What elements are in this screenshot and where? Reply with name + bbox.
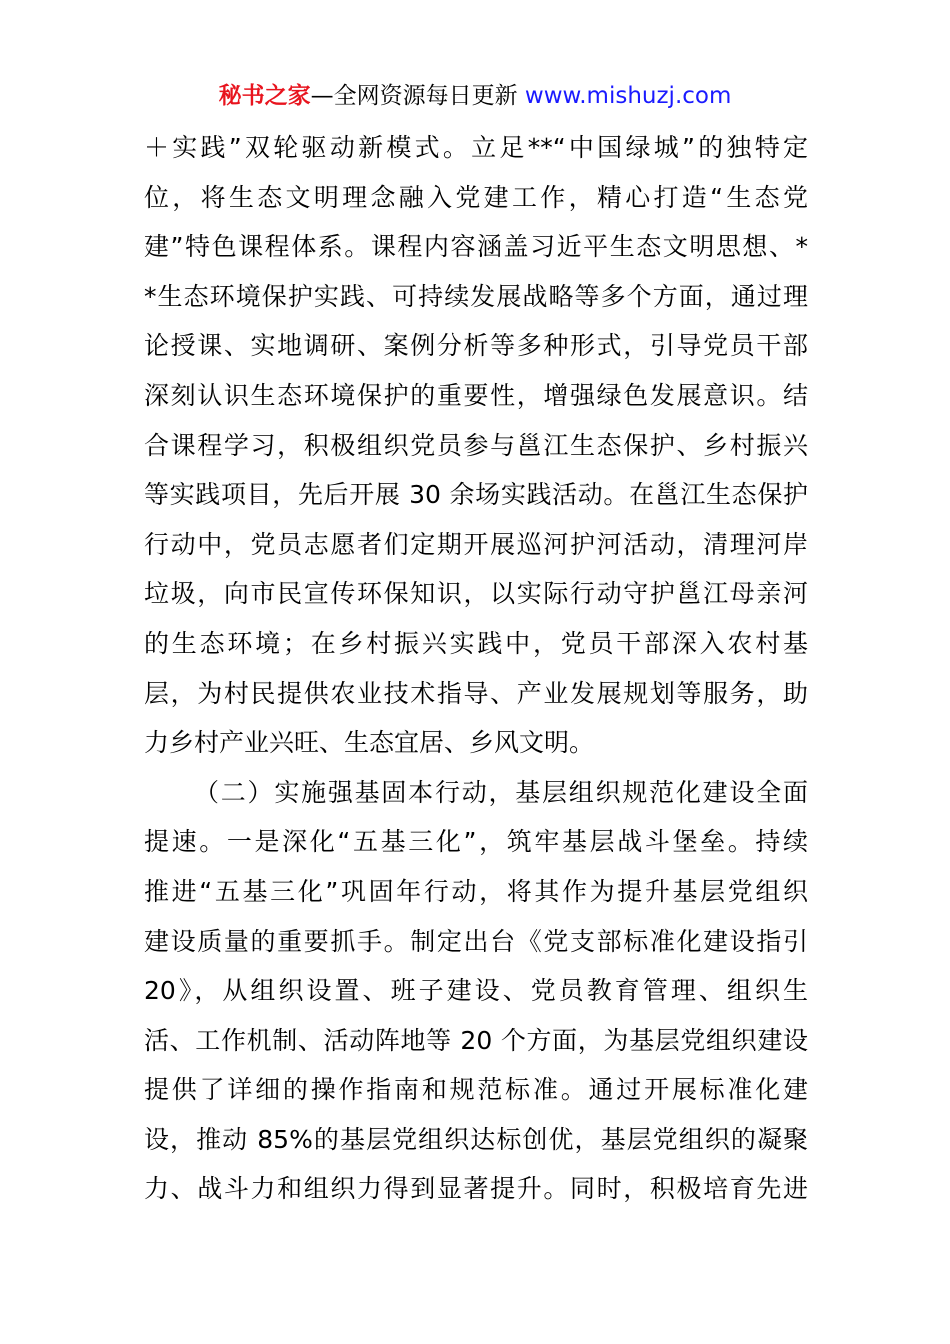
site-url-link[interactable]: www.mishuzj.com — [524, 83, 732, 109]
text-line: 等实践项目，先后开展 30 余场实践活动。在邕江生态保护 — [144, 480, 808, 510]
text-line: 设，推动 85%的基层党组织达标创优，基层党组织的凝聚 — [144, 1124, 808, 1154]
text-line: 活、工作机制、活动阵地等 20 个方面，为基层党组织建设 — [144, 1025, 808, 1055]
document-body — [144, 123, 808, 1214]
text-line: 提速。一是深化“五基三化”，筑牢基层战斗堡垒。持续 — [144, 827, 808, 857]
text-line: 的生态环境；在乡村振兴实践中，党员干部深入农村基 — [144, 628, 808, 658]
text-line: 论授课、实地调研、案例分析等多种形式，引导党员干部 — [144, 331, 808, 361]
text-line: 20》，从组织设置、班子建设、党员教育管理、组织生 — [144, 976, 808, 1006]
text-line: 力、战斗力和组织力得到显著提升。同时，积极培育先进 — [144, 1174, 808, 1204]
paragraph — [144, 123, 808, 768]
header-tagline: —全网资源每日更新 — [310, 83, 518, 109]
text-line: 建”特色课程体系。课程内容涵盖习近平生态文明思想、* — [144, 232, 808, 262]
text-line: 推进“五基三化”巩固年行动，将其作为提升基层党组织 — [144, 876, 808, 906]
brand-name: 秘书之家 — [218, 83, 311, 109]
text-line: 提供了详细的操作指南和规范标准。通过开展标准化建 — [144, 1075, 808, 1105]
text-line: 建设质量的重要抓手。制定出台《党支部标准化建设指引 — [144, 926, 808, 956]
text-line: 合课程学习，积极组织党员参与邕江生态保护、乡村振兴 — [144, 430, 808, 460]
text-line: *生态环境保护实践、可持续发展战略等多个方面，通过理 — [144, 281, 808, 311]
text-line: ＋实践”双轮驱动新模式。立足**“中国绿城”的独特定 — [144, 133, 808, 162]
text-line: 垃圾，向市民宣传环保知识，以实际行动守护邕江母亲河 — [144, 579, 808, 609]
text-line: （二）实施强基固本行动，基层组织规范化建设全面 — [194, 777, 808, 807]
text-line: 层，为村民提供农业技术指导、产业发展规划等服务，助 — [144, 678, 808, 708]
text-line: 力乡村产业兴旺、生态宜居、乡风文明。 — [144, 728, 595, 758]
text-line: 位，将生态文明理念融入党建工作，精心打造“生态党 — [144, 182, 808, 212]
text-line: 行动中，党员志愿者们定期开展巡河护河活动，清理河岸 — [144, 529, 808, 559]
paragraph — [144, 768, 808, 1214]
site-header — [0, 80, 950, 112]
text-line: 深刻认识生态环境保护的重要性，增强绿色发展意识。结 — [144, 380, 808, 410]
